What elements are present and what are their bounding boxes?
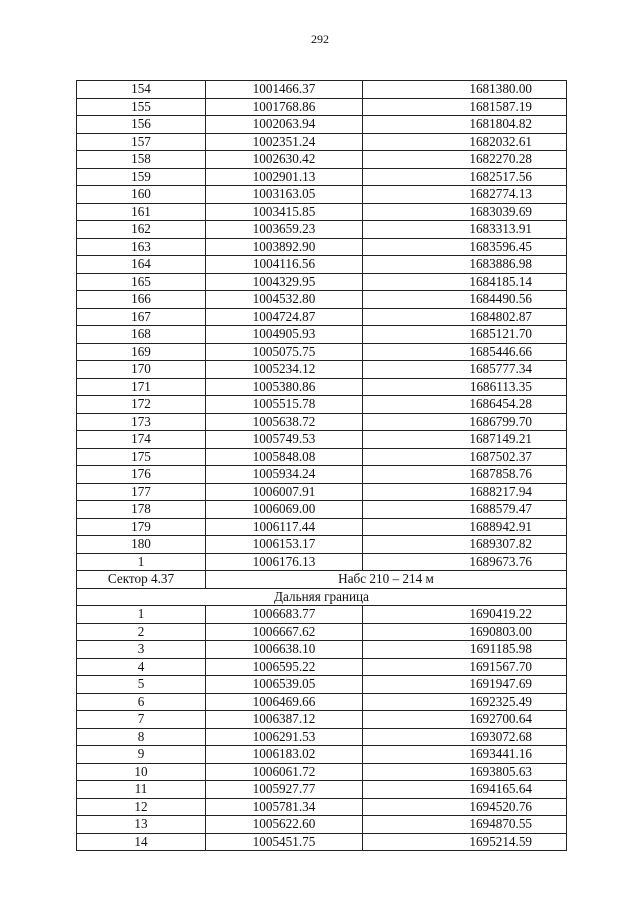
table-row <box>77 448 567 466</box>
x-coordinate: 1006069.00 <box>206 501 363 519</box>
x-coordinate: 1005781.34 <box>206 798 363 816</box>
table-row <box>77 186 567 204</box>
x-coordinate: 1001466.37 <box>206 81 363 99</box>
point-number: 160 <box>77 186 206 204</box>
y-coordinate: 1683596.45 <box>363 238 567 256</box>
table-row <box>77 606 567 624</box>
table-row <box>77 518 567 536</box>
sector-header <box>77 571 567 606</box>
table-row <box>77 483 567 501</box>
table-row <box>77 676 567 694</box>
y-coordinate: 1688217.94 <box>363 483 567 501</box>
table-row <box>77 361 567 379</box>
point-number: 164 <box>77 256 206 274</box>
x-coordinate: 1006469.66 <box>206 693 363 711</box>
point-number: 176 <box>77 466 206 484</box>
boundary-title: Дальняя граница <box>77 588 567 606</box>
x-coordinate: 1004329.95 <box>206 273 363 291</box>
point-number: 2 <box>77 623 206 641</box>
x-coordinate: 1003415.85 <box>206 203 363 221</box>
y-coordinate: 1693072.68 <box>363 728 567 746</box>
y-coordinate: 1684185.14 <box>363 273 567 291</box>
y-coordinate: 1686799.70 <box>363 413 567 431</box>
x-coordinate: 1002351.24 <box>206 133 363 151</box>
point-number: 7 <box>77 711 206 729</box>
x-coordinate: 1006153.17 <box>206 536 363 554</box>
table-row <box>77 203 567 221</box>
point-number: 169 <box>77 343 206 361</box>
table-row <box>77 343 567 361</box>
point-number: 3 <box>77 641 206 659</box>
point-number: 175 <box>77 448 206 466</box>
y-coordinate: 1687858.76 <box>363 466 567 484</box>
y-coordinate: 1693805.63 <box>363 763 567 781</box>
y-coordinate: 1685446.66 <box>363 343 567 361</box>
x-coordinate: 1005075.75 <box>206 343 363 361</box>
x-coordinate: 1003892.90 <box>206 238 363 256</box>
point-number: 1 <box>77 553 206 571</box>
table-row <box>77 728 567 746</box>
y-coordinate: 1683886.98 <box>363 256 567 274</box>
x-coordinate: 1005515.78 <box>206 396 363 414</box>
table-row <box>77 501 567 519</box>
table-body-bottom <box>77 606 567 851</box>
point-number: 178 <box>77 501 206 519</box>
x-coordinate: 1005234.12 <box>206 361 363 379</box>
point-number: 13 <box>77 816 206 834</box>
y-coordinate: 1686454.28 <box>363 396 567 414</box>
table-row <box>77 81 567 99</box>
x-coordinate: 1005749.53 <box>206 431 363 449</box>
x-coordinate: 1003163.05 <box>206 186 363 204</box>
point-number: 4 <box>77 658 206 676</box>
y-coordinate: 1683039.69 <box>363 203 567 221</box>
x-coordinate: 1006291.53 <box>206 728 363 746</box>
table-row <box>77 151 567 169</box>
y-coordinate: 1691567.70 <box>363 658 567 676</box>
point-number: 161 <box>77 203 206 221</box>
x-coordinate: 1005927.77 <box>206 781 363 799</box>
table-row <box>77 553 567 571</box>
x-coordinate: 1004724.87 <box>206 308 363 326</box>
table-row <box>77 98 567 116</box>
y-coordinate: 1695214.59 <box>363 833 567 851</box>
y-coordinate: 1681380.00 <box>363 81 567 99</box>
x-coordinate: 1006061.72 <box>206 763 363 781</box>
point-number: 156 <box>77 116 206 134</box>
y-coordinate: 1681804.82 <box>363 116 567 134</box>
table-row <box>77 466 567 484</box>
table-row <box>77 221 567 239</box>
y-coordinate: 1682032.61 <box>363 133 567 151</box>
point-number: 179 <box>77 518 206 536</box>
point-number: 172 <box>77 396 206 414</box>
table-row <box>77 326 567 344</box>
x-coordinate: 1002063.94 <box>206 116 363 134</box>
y-coordinate: 1686113.35 <box>363 378 567 396</box>
x-coordinate: 1006117.44 <box>206 518 363 536</box>
point-number: 8 <box>77 728 206 746</box>
x-coordinate: 1005638.72 <box>206 413 363 431</box>
point-number: 11 <box>77 781 206 799</box>
page-number: 292 <box>311 32 329 46</box>
height-range: Набс 210 – 214 м <box>206 571 567 589</box>
y-coordinate: 1685121.70 <box>363 326 567 344</box>
point-number: 166 <box>77 291 206 309</box>
table-row <box>77 536 567 554</box>
table-row <box>77 658 567 676</box>
y-coordinate: 1687149.21 <box>363 431 567 449</box>
table-row <box>77 308 567 326</box>
table-row <box>77 396 567 414</box>
point-number: 157 <box>77 133 206 151</box>
boundary-row <box>77 588 567 606</box>
x-coordinate: 1005451.75 <box>206 833 363 851</box>
y-coordinate: 1684490.56 <box>363 291 567 309</box>
x-coordinate: 1002630.42 <box>206 151 363 169</box>
table-row <box>77 168 567 186</box>
table-row <box>77 641 567 659</box>
y-coordinate: 1689307.82 <box>363 536 567 554</box>
y-coordinate: 1682774.13 <box>363 186 567 204</box>
x-coordinate: 1004905.93 <box>206 326 363 344</box>
y-coordinate: 1694165.64 <box>363 781 567 799</box>
x-coordinate: 1006638.10 <box>206 641 363 659</box>
sector-label: Сектор 4.37 <box>77 571 206 589</box>
point-number: 173 <box>77 413 206 431</box>
point-number: 1 <box>77 606 206 624</box>
point-number: 14 <box>77 833 206 851</box>
x-coordinate: 1001768.86 <box>206 98 363 116</box>
y-coordinate: 1692700.64 <box>363 711 567 729</box>
y-coordinate: 1688579.47 <box>363 501 567 519</box>
point-number: 170 <box>77 361 206 379</box>
x-coordinate: 1006176.13 <box>206 553 363 571</box>
point-number: 159 <box>77 168 206 186</box>
y-coordinate: 1682517.56 <box>363 168 567 186</box>
y-coordinate: 1688942.91 <box>363 518 567 536</box>
table-row <box>77 623 567 641</box>
coordinates-table <box>76 80 567 851</box>
table-row <box>77 256 567 274</box>
y-coordinate: 1691947.69 <box>363 676 567 694</box>
point-number: 5 <box>77 676 206 694</box>
point-number: 6 <box>77 693 206 711</box>
x-coordinate: 1004532.80 <box>206 291 363 309</box>
x-coordinate: 1006667.62 <box>206 623 363 641</box>
x-coordinate: 1005934.24 <box>206 466 363 484</box>
x-coordinate: 1006387.12 <box>206 711 363 729</box>
x-coordinate: 1006539.05 <box>206 676 363 694</box>
point-number: 163 <box>77 238 206 256</box>
y-coordinate: 1691185.98 <box>363 641 567 659</box>
x-coordinate: 1006007.91 <box>206 483 363 501</box>
table-row <box>77 798 567 816</box>
y-coordinate: 1684802.87 <box>363 308 567 326</box>
table-row <box>77 746 567 764</box>
y-coordinate: 1683313.91 <box>363 221 567 239</box>
table-row <box>77 693 567 711</box>
point-number: 168 <box>77 326 206 344</box>
x-coordinate: 1005848.08 <box>206 448 363 466</box>
x-coordinate: 1005380.86 <box>206 378 363 396</box>
y-coordinate: 1694870.55 <box>363 816 567 834</box>
x-coordinate: 1005622.60 <box>206 816 363 834</box>
x-coordinate: 1004116.56 <box>206 256 363 274</box>
table-row <box>77 116 567 134</box>
x-coordinate: 1002901.13 <box>206 168 363 186</box>
y-coordinate: 1690803.00 <box>363 623 567 641</box>
y-coordinate: 1681587.19 <box>363 98 567 116</box>
y-coordinate: 1682270.28 <box>363 151 567 169</box>
point-number: 9 <box>77 746 206 764</box>
point-number: 12 <box>77 798 206 816</box>
y-coordinate: 1692325.49 <box>363 693 567 711</box>
table-row <box>77 378 567 396</box>
table-row <box>77 273 567 291</box>
point-number: 162 <box>77 221 206 239</box>
point-number: 171 <box>77 378 206 396</box>
point-number: 174 <box>77 431 206 449</box>
y-coordinate: 1690419.22 <box>363 606 567 624</box>
sector-row <box>77 571 567 589</box>
table-row <box>77 238 567 256</box>
table-row <box>77 291 567 309</box>
table-row <box>77 816 567 834</box>
x-coordinate: 1003659.23 <box>206 221 363 239</box>
x-coordinate: 1006183.02 <box>206 746 363 764</box>
x-coordinate: 1006683.77 <box>206 606 363 624</box>
point-number: 154 <box>77 81 206 99</box>
point-number: 165 <box>77 273 206 291</box>
point-number: 167 <box>77 308 206 326</box>
y-coordinate: 1693441.16 <box>363 746 567 764</box>
point-number: 155 <box>77 98 206 116</box>
table-row <box>77 781 567 799</box>
point-number: 158 <box>77 151 206 169</box>
table-row <box>77 763 567 781</box>
y-coordinate: 1687502.37 <box>363 448 567 466</box>
table-row <box>77 133 567 151</box>
table-row <box>77 711 567 729</box>
table-row <box>77 833 567 851</box>
point-number: 180 <box>77 536 206 554</box>
table-row <box>77 413 567 431</box>
point-number: 177 <box>77 483 206 501</box>
y-coordinate: 1694520.76 <box>363 798 567 816</box>
x-coordinate: 1006595.22 <box>206 658 363 676</box>
y-coordinate: 1685777.34 <box>363 361 567 379</box>
y-coordinate: 1689673.76 <box>363 553 567 571</box>
table-body-top <box>77 81 567 571</box>
table-row <box>77 431 567 449</box>
point-number: 10 <box>77 763 206 781</box>
